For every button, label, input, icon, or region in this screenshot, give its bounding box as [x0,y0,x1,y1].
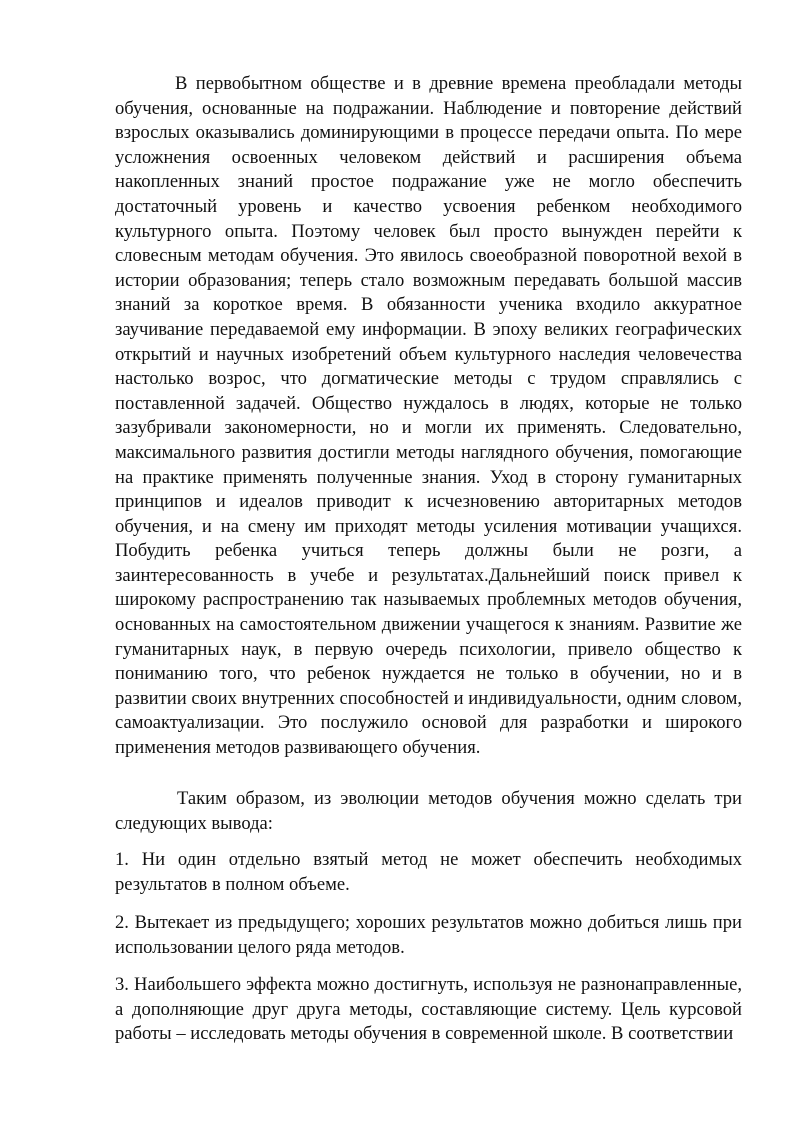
list-item-text: 3. Наибольшего эффекта можно достигнуть, используя не разнонаправленные, а дополняющие друг друга методы, составляющие систему. Цель курсовой работы – исследовать методы обучения в современной школе. В соответствии [115,974,742,1045]
list-item-text: 2. Вытекает из предыдущего; хороших результатов можно добиться лишь при использовании целого ряда методов. [115,912,742,958]
conclusion-paragraph [115,787,742,836]
main-paragraph [115,72,742,761]
list-item [115,848,742,897]
list-item [115,911,742,960]
list-item-text: 1. Ни один отдельно взятый метод не может обеспечить необходимых результатов в полном объеме. [115,849,742,895]
main-paragraph-text: В первобытном обществе и в древние времена преобладали методы обучения, основанные на подражании. Наблюдение и повторение действий взрослых оказывались доминирующими в процессе передачи опыта. По мере усложнения освоенных человеком действий и расширения объема накопленных знаний простое подражание уже не могло обеспечить достаточный уровень и качество усвоения ребенком необходимого культурного опыта. Поэтому человек был просто вынужден перейти к словесным методам обучения. Это явилось своеобразной поворотной вехой в истории образования; теперь стало возможным передавать большой массив знаний за короткое время. В обязанности ученика входило аккуратное заучивание передаваемой ему информации. В эпоху великих географических открытий и научных изобретений объем культурного наследия человечества настолько возрос, что догматические методы с трудом справлялись с поставленной задачей. Общество нуждалось в людях, которые не только зазубривали закономерности, но и могли их применять. Следовательно, максимального развития достигли методы наглядного обучения, помогающие на практике применять полученные знания. Уход в сторону гуманитарных принципов и идеалов приводит к исчезновению авторитарных методов обучения, и на смену им приходят методы усиления мотивации учащихся. Побудить ребенка учиться теперь должны были не розги, а заинтересованность в учебе и результатах.Дальнейший поиск привел к широкому распространению так называемых проблемных методов обучения, основанных на самостоятельном движении учащегося к знаниям. Развитие же гуманитарных наук, в первую очередь психологии, привело общество к пониманию того, что ребенок нуждается не только в обучении, но и в развитии своих внутренних способностей и индивидуальности, одним словом, самоактуализации. Это послужило основой для разработки и широкого применения методов развивающего обучения. [115,73,742,759]
conclusion-paragraph-text: Таким образом, из эволюции методов обучения можно сделать три следующих вывода: [115,788,742,834]
list-item [115,973,742,1047]
